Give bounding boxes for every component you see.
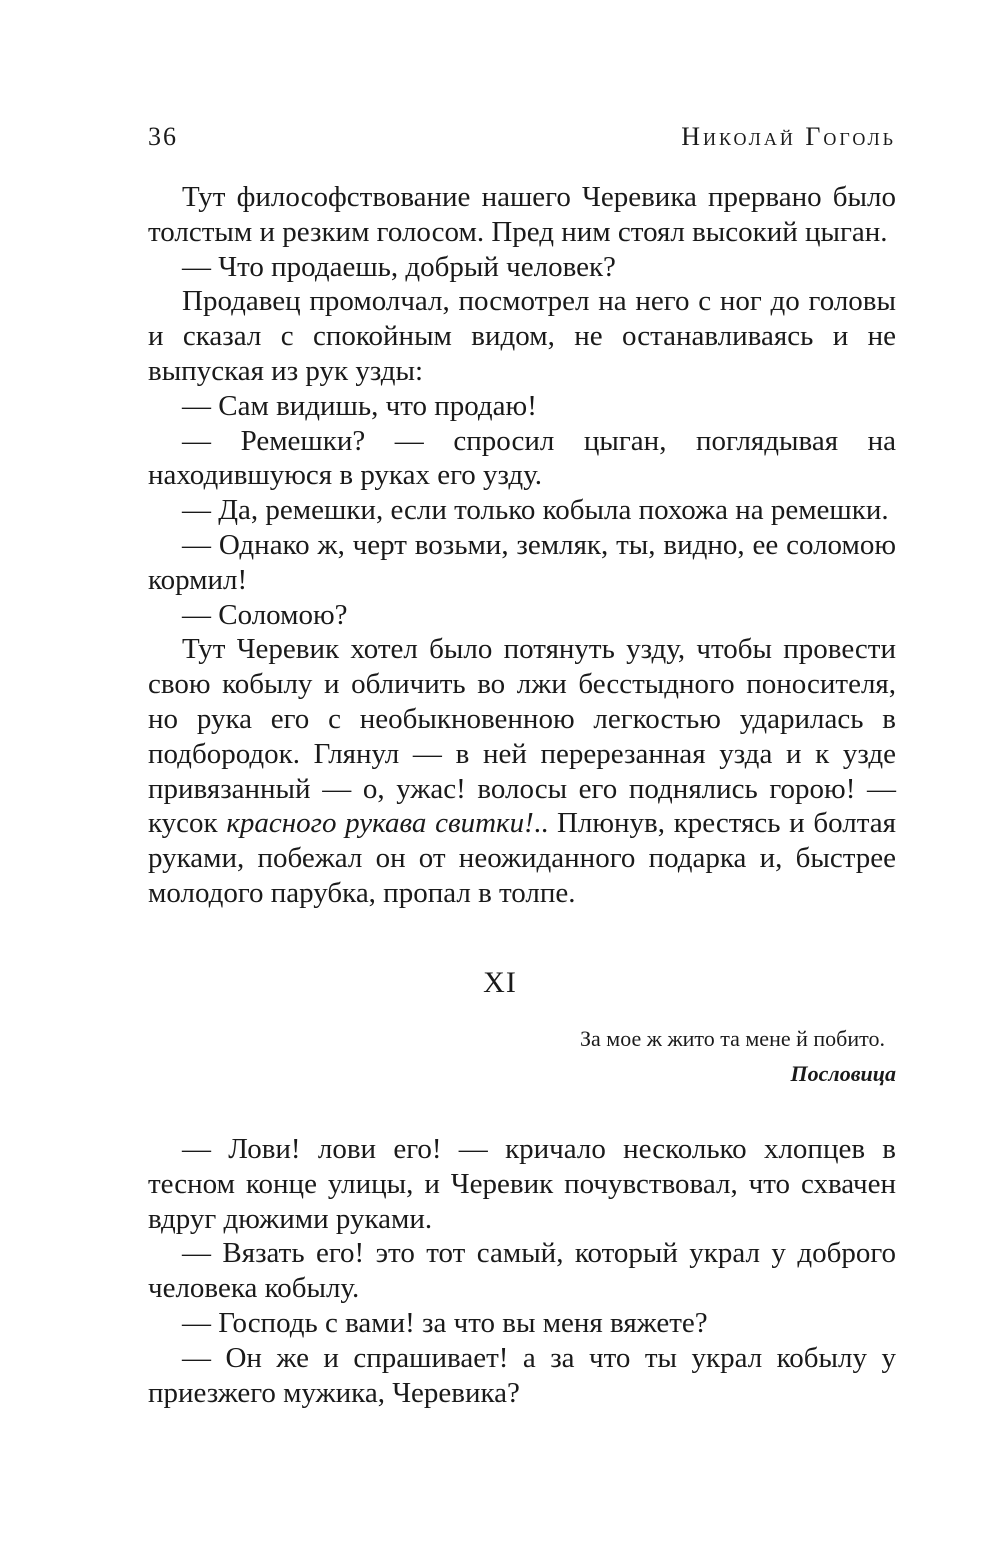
paragraph: — Однако ж, черт возьми, земляк, ты, видно, ее соломою кормил! — [148, 528, 896, 596]
paragraph: — Он же и спрашивает! а за что ты украл кобылу у приезжего мужика, Черевика? — [148, 1341, 896, 1409]
epigraph-source: Пословица — [790, 1061, 896, 1086]
paragraph: — Вязать его! это тот самый, который украл у доброго человека кобылу. — [148, 1237, 896, 1305]
paragraph: — Ремешки? — спросил цыган, поглядывая на находившуюся в руках его узду. — [148, 424, 896, 492]
italic-text-run: красного рукава свитки! — [226, 807, 534, 840]
page-number: 36 — [148, 122, 178, 151]
body-text-part-1 — [148, 180, 896, 911]
chapter-heading: XI — [483, 966, 517, 999]
epigraph-text: За мое ж жито та мене й побито. — [580, 1026, 885, 1051]
paragraph-with-italic — [148, 632, 896, 910]
paragraph: — Сам видишь, что продаю! — [182, 389, 537, 422]
paragraph: — Соломою? — [182, 598, 348, 631]
paragraph: Продавец промолчал, посмотрел на него с ног до головы и сказал с спокойным видом, не останавливаясь и не выпуская из рук узды: — [148, 285, 896, 387]
paragraph: — Что продаешь, добрый человек? — [182, 250, 616, 283]
paragraph: Тут философствование нашего Черевика прервано было толстым и резким голосом. Пред ним стоял высокий цыган. — [148, 181, 896, 248]
epigraph — [556, 1024, 896, 1089]
text-run: Тут Черевик хотел было потянуть узду, чтобы провести свою кобылу и обличить во лжи бесстыдного поносителя, но рука его с необыкновенною легкостью ударилась в подбородок. Глянул — в ней перерезанная узда и к узде привязанный — о, ужас! волосы его поднялись горою! — кусок — [148, 633, 896, 840]
paragraph: — Господь с вами! за что вы меня вяжете? — [182, 1306, 708, 1339]
running-head: Николай Гоголь — [681, 122, 896, 151]
text-run: .. Плюнув, крестясь и болтая руками, побежал он от неожиданного подарка и, быстрее молодого парубка, пропал в толпе. — [148, 807, 896, 909]
paragraph: — Лови! лови его! — кричало несколько хлопцев в тесном конце улицы, и Черевик почувствовал, что схвачен вдруг дюжими руками. — [148, 1133, 896, 1235]
body-text-part-2 — [148, 1132, 896, 1410]
paragraph: — Да, ремешки, если только кобыла похожа на ремешки. — [182, 494, 889, 527]
